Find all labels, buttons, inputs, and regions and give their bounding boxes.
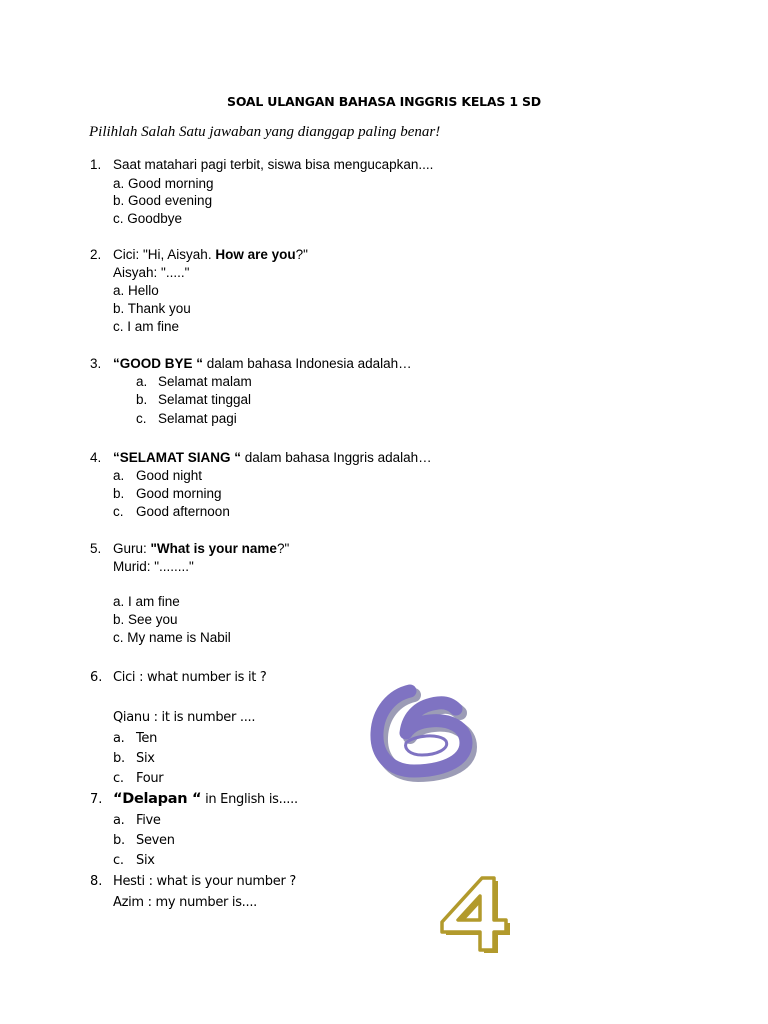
q3-number: 3. — [90, 356, 102, 371]
q4-option-a-letter: a. — [113, 468, 125, 483]
q6-number: 6. — [90, 670, 103, 685]
q6-option-b: Six — [136, 751, 155, 766]
q3-text: “GOOD BYE “ dalam bahasa Indonesia adalah… — [113, 356, 412, 371]
q1-option-c: c. Goodbye — [113, 211, 183, 226]
q6-option-a-letter: a. — [113, 731, 125, 746]
q7-option-c-letter: c. — [113, 853, 124, 868]
q5-option-c: c. My name is Nabil — [113, 630, 231, 645]
q8-line2: Azim : my number is.... — [113, 895, 258, 910]
q6-option-b-letter: b. — [113, 751, 125, 766]
q7-option-a-letter: a. — [113, 813, 125, 828]
q2-option-c: c. I am fine — [113, 319, 180, 334]
q3-option-c-letter: c. — [136, 411, 147, 426]
q5-text: Guru: "What is your name?" — [113, 541, 290, 556]
q7-option-a: Five — [136, 813, 161, 828]
q1-text: Saat matahari pagi terbit, siswa bisa mengucapkan.... — [113, 157, 434, 172]
q6-text: Cici : what number is it ? — [113, 670, 267, 685]
number-six-image — [370, 685, 475, 777]
q5-option-b: b. See you — [113, 612, 178, 627]
q6-line2: Qianu : it is number .... — [113, 710, 256, 725]
q5-number: 5. — [90, 541, 102, 556]
q4-number: 4. — [90, 450, 102, 465]
q7-option-c: Six — [136, 853, 155, 868]
q2-text: Cici: "Hi, Aisyah. How are you?" — [113, 247, 308, 262]
q6-option-a: Ten — [136, 731, 158, 746]
q6-option-c: Four — [136, 771, 164, 786]
q6-option-c-letter: c. — [113, 771, 124, 786]
q3-option-c: Selamat pagi — [158, 411, 237, 426]
four-digit — [442, 878, 510, 953]
six-digit — [377, 691, 470, 775]
q4-text: “SELAMAT SIANG “ dalam bahasa Inggris adalah… — [113, 450, 432, 465]
q7-text: “Delapan “ in English is..... — [113, 791, 298, 807]
q2-option-a: a. Hello — [113, 283, 159, 298]
q7-number: 7. — [90, 792, 103, 807]
instruction-text: Pilihlah Salah Satu jawaban yang dianggap paling benar! — [89, 124, 441, 140]
q2-number: 2. — [90, 247, 102, 262]
q2-line2: Aisyah: "....." — [113, 265, 190, 280]
q7-option-b: Seven — [136, 833, 175, 848]
q4-option-b: Good morning — [136, 486, 222, 501]
q8-text: Hesti : what is your number ? — [113, 874, 296, 889]
q1-number: 1. — [90, 157, 102, 172]
q5-option-a: a. I am fine — [113, 594, 180, 609]
number-four-image — [432, 872, 522, 952]
page-title: SOAL ULANGAN BAHASA INGGRIS KELAS 1 SD — [227, 94, 541, 109]
q3-option-a: Selamat malam — [158, 374, 252, 389]
q3-option-a-letter: a. — [136, 374, 148, 389]
q4-option-a: Good night — [136, 468, 203, 483]
q3-option-b-letter: b. — [136, 392, 148, 407]
q2-option-b: b. Thank you — [113, 301, 191, 316]
q1-option-a: a. Good morning — [113, 176, 214, 191]
q4-option-c: Good afternoon — [136, 504, 230, 519]
q1-option-b: b. Good evening — [113, 193, 213, 208]
q4-option-c-letter: c. — [113, 504, 124, 519]
q5-line2: Murid: "........" — [113, 559, 194, 574]
q7-option-b-letter: b. — [113, 833, 125, 848]
q8-number: 8. — [90, 874, 103, 889]
q4-option-b-letter: b. — [113, 486, 125, 501]
q3-option-b: Selamat tinggal — [158, 392, 252, 407]
